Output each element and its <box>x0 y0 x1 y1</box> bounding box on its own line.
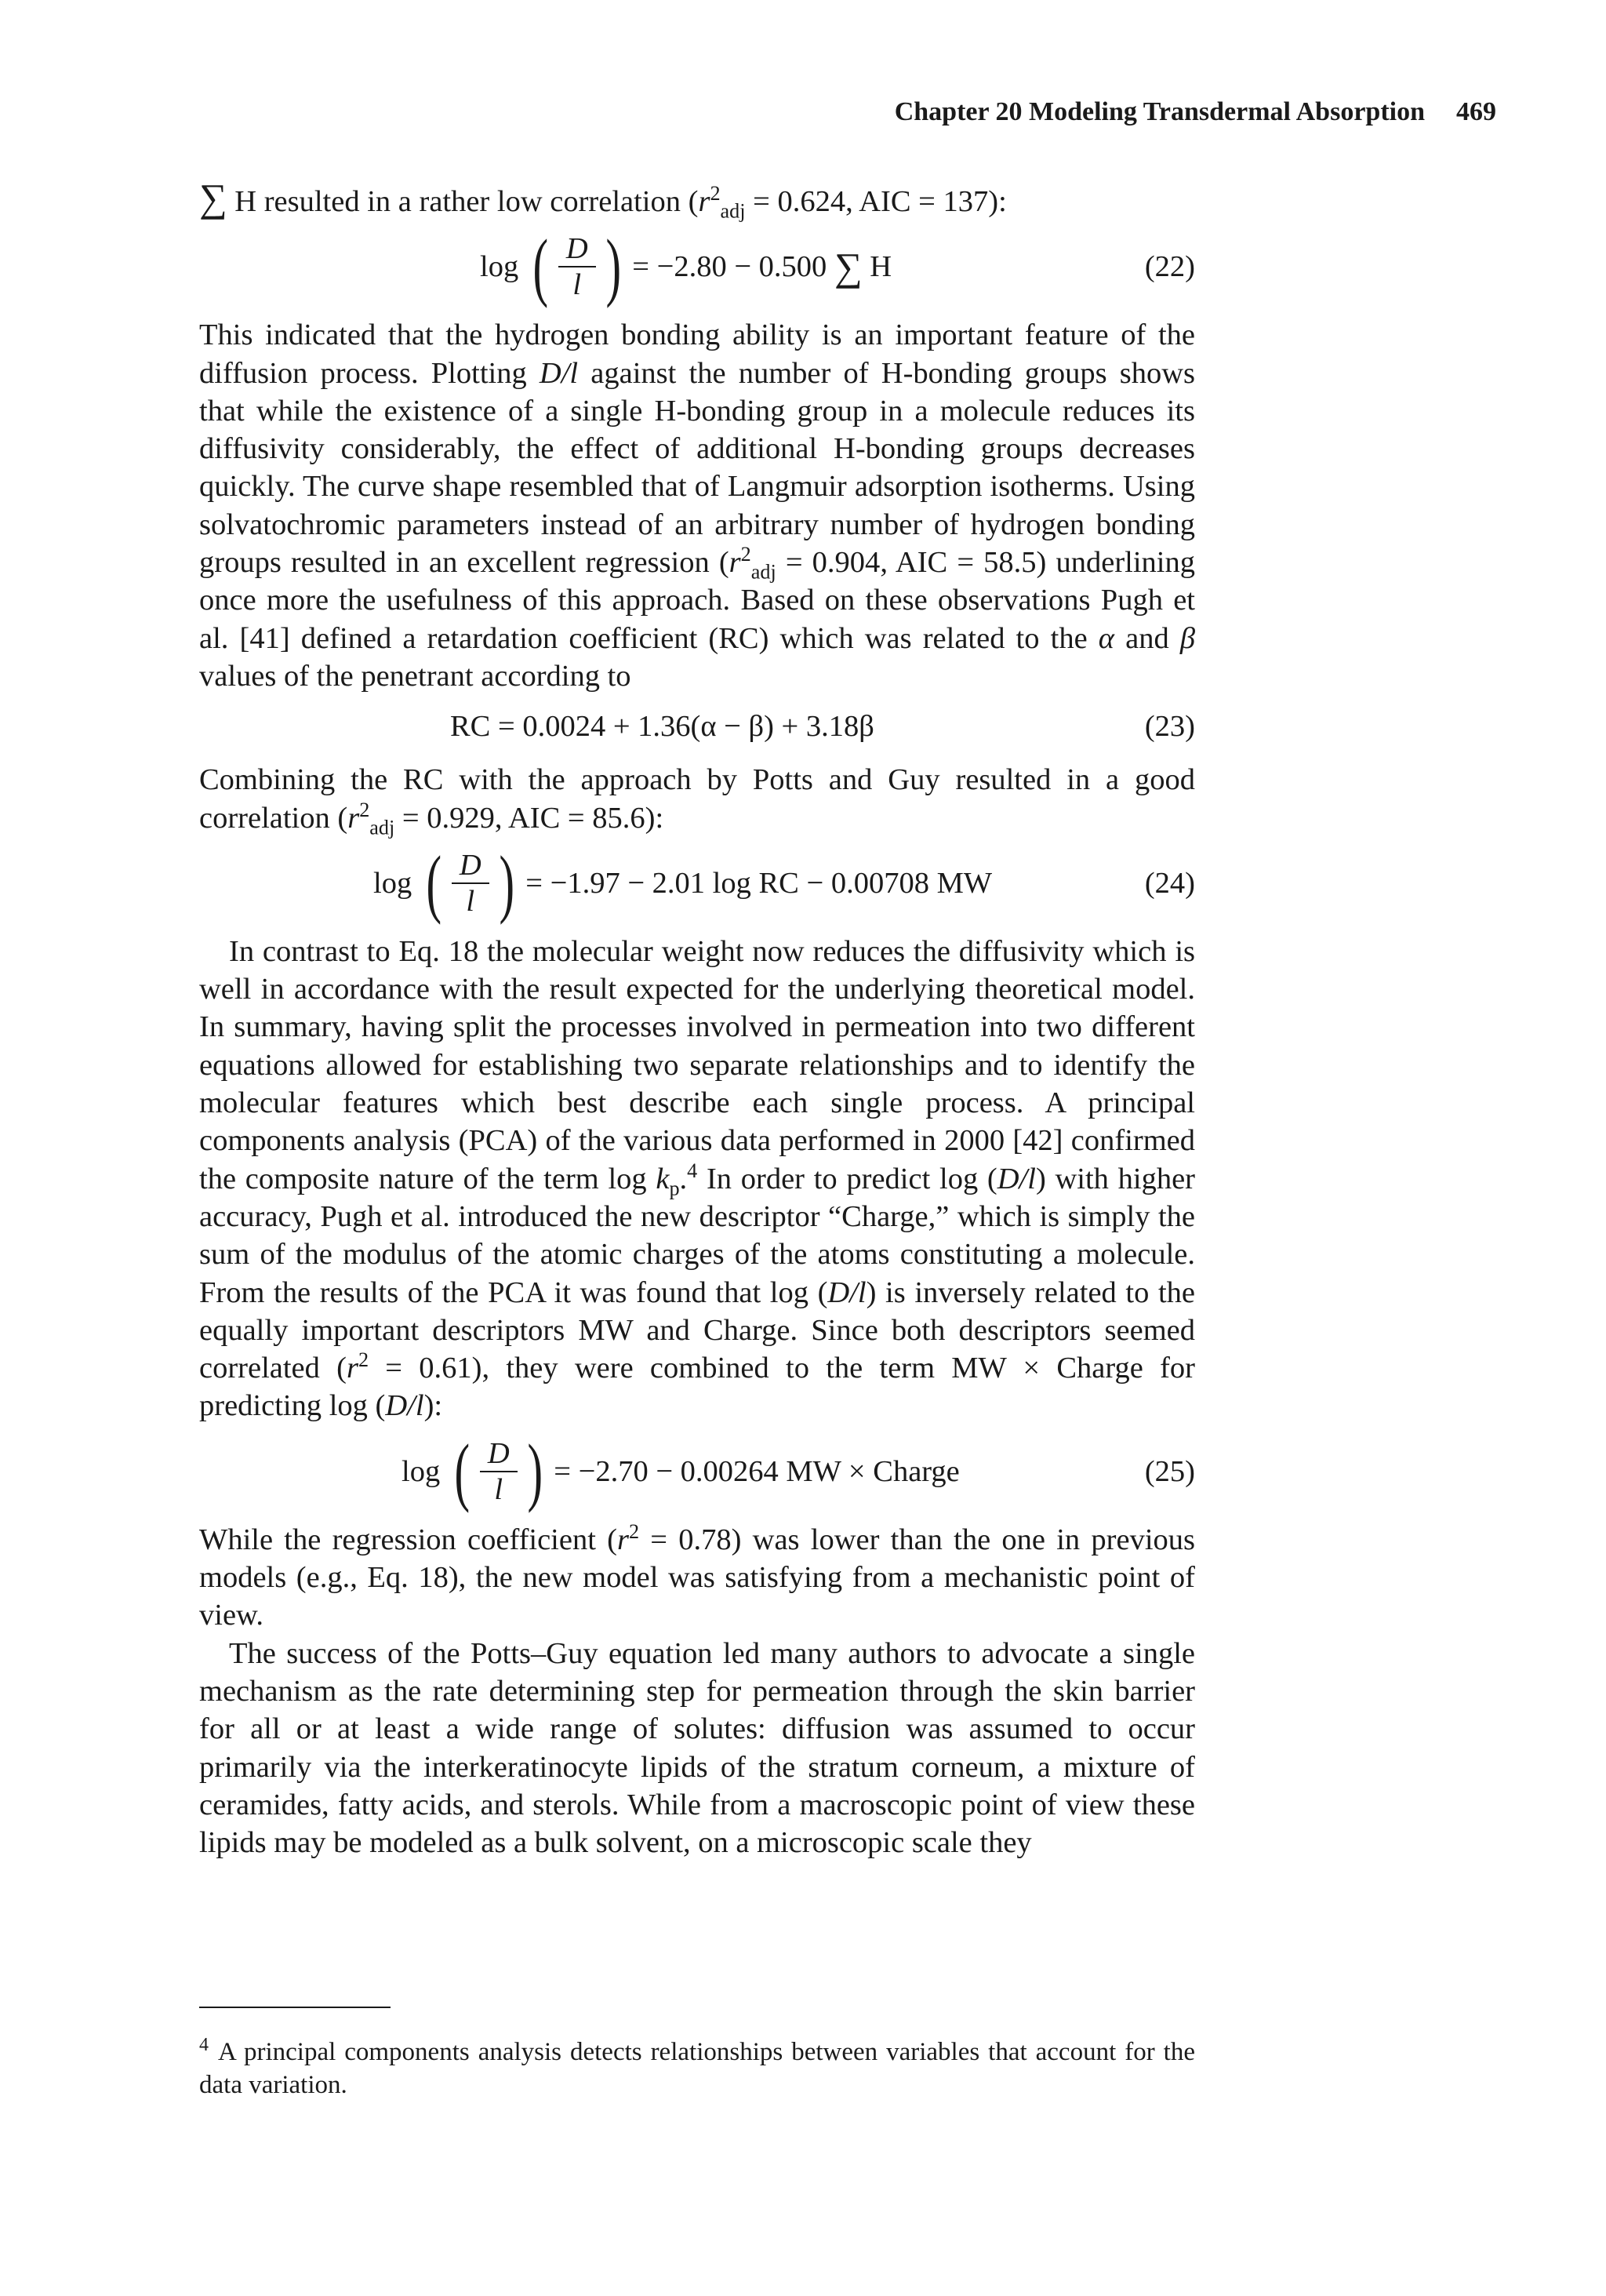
running-header <box>895 97 1496 127</box>
footnote <box>199 2029 1195 2101</box>
paragraph-5: While the regression coefficient $(r^2 = 0.78)$ was lower than the one in previous models (e.g., Eq. 18), the new model was satisfying from a mechanistic point of view. <box>199 1519 1195 1632</box>
footnote-text: A principal components analysis detects relationships between variables that account for the data variation. <box>199 2038 1195 2099</box>
equation-24: log ( $\frac{D}{l}$ ) = −1.97 − 2.01 log RC − 0.00708 MW (24) <box>373 840 1195 926</box>
equation-number: (23) <box>1144 710 1195 744</box>
paragraph-2: This indicated that the hydrogen bonding ability is an important feature of the diffusion process. Plotting D/l against the number of H-bonding groups shows that while the existence of a single H-bonding group in a molecule reduces its diffusivity considerably, the effect of additional H-bonding groups decreases quickly. The curve shape resembled that of Langmuir adsorption isotherms. Using solvatochromic parameters instead of an arbitrary number of hydrogen bonding groups resulted in an excellent regression ($r^2_{adj} = 0.904$, AIC = 58.5) underlining once more the usefulness of this approach. Based on these observations Pugh et al. [41] defined a retardation coefficient (RC) which was related to the α and β values of the penetrant according to <box>199 318 1196 693</box>
footnote-mark: 4 <box>199 2035 209 2055</box>
footnote-divider <box>199 2007 391 2008</box>
footnote-ref[interactable]: 4 <box>687 1159 698 1182</box>
paragraph-4: In contrast to Eq. 18 the molecular weight now reduces the diffusivity which is well in accordance with the result expected for the underlying theoretical model. In summary, having split the processes involved in permeation into two different equations allowed for establishing two separate relationships and to identify the molecular features which best describe each single process. A principal components analysis (PCA) of the various data performed in 2000 [42] confirmed the composite nature of the term $\log k_p.^4$ In order to predict log (D/l) with higher accuracy, Pugh et al. introduced the new descriptor “Charge,” which is simply the sum of the modulus of the atomic charges of the atoms constituting a molecule. From the results of the PCA it was found that log (D/l) is inversely related to the equally important descriptors MW and Charge. Since both descriptors seemed correlated $(r^2 = 0.61)$, they were combined to the term MW × Charge for predicting log (D/l): <box>199 934 1195 1423</box>
paragraph-3: Combining the RC with the approach by Potts and Guy resulted in a good correlation ($r^2_{adj} = 0.929$, AIC = 85.6): <box>199 763 1195 839</box>
page-number: 469 <box>1456 97 1496 126</box>
equation-number: (25) <box>1144 1454 1195 1488</box>
body-text <box>199 176 1196 1861</box>
paragraph-6: The success of the Potts–Guy equation led many authors to advocate a single mechanism as the rate determining step for permeation through the skin barrier for all or at least a wide range of solutes: diffusion was assumed to occur primarily via the interkeratinocyte lipids of the stratum corneum, a mixture of ceramides, fatty acids, and sterols. While from a macroscopic point of view these lipids may be modeled as a bulk solvent, on a microscopic scale they <box>199 1636 1195 1860</box>
paragraph-1: ∑ H resulted in a rather low correlation ($r^2_{adj} = 0.624$, AIC = 137): <box>199 176 1007 223</box>
equation-25: log ( $\frac{D}{l}$ ) = −2.70 − 0.00264 MW × Charge (25) <box>402 1428 1195 1514</box>
chapter-title: Chapter 20 Modeling Transdermal Absorption <box>894 97 1425 126</box>
equation-number: (22) <box>1144 250 1195 284</box>
equation-number: (24) <box>1144 866 1195 900</box>
equation-22: log ( $\frac{D}{l}$ ) = −2.80 − 0.500 ∑ H (22) <box>480 224 1195 310</box>
equation-23: RC = 0.0024 + 1.36(α − β) + 3.18β (23) <box>199 698 1195 755</box>
